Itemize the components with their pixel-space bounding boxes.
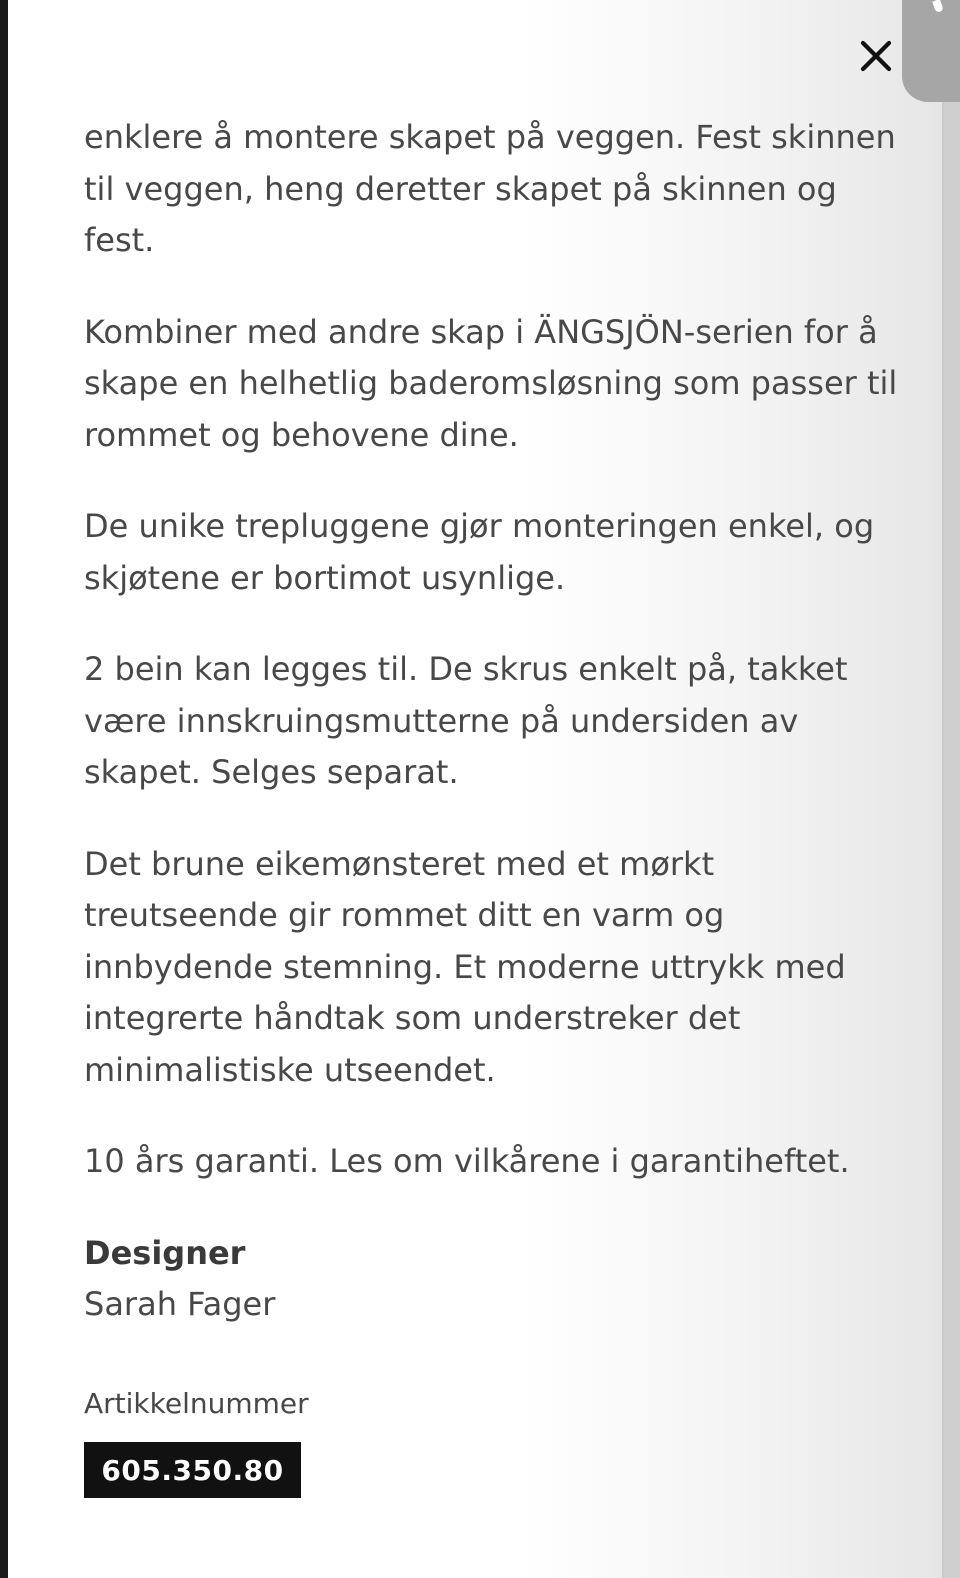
designer-heading: Designer: [84, 1233, 246, 1272]
screen-left-edge: [0, 0, 8, 1578]
description-paragraph: De unike trepluggene gjør monteringen enkel, og skjøtene er bortimot usynlige.: [84, 507, 875, 597]
product-description: [84, 112, 904, 1331]
description-paragraph: Kombiner med andre skap i ÄNGSJÖN-serien for å skape en helhetlig baderomsløsning som passer til rommet og behovene dine.: [84, 312, 898, 454]
designer-section: [84, 1228, 904, 1331]
product-details-sheet: [8, 0, 944, 1578]
description-paragraph: 10 års garanti. Les om vilkårene i garantiheftet.: [84, 1142, 850, 1180]
description-paragraph: 2 bein kan legges til. De skrus enkelt på, takket være innskruingsmutterne på undersiden av skapet. Selges separat.: [84, 650, 848, 791]
description-paragraph: enklere å montere skapet på veggen. Fest skinnen til veggen, heng deretter skapet på skinnen og fest.: [84, 118, 896, 259]
close-button[interactable]: [854, 34, 898, 78]
description-paragraph: Det brune eikemønsteret med et mørkt treutseende gir rommet ditt en varm og innbydende stemning. Et moderne uttrykk med integrerte håndtak som understreker det minimalistiske utseendet.: [84, 844, 846, 1089]
corner-tab-mark: [932, 0, 944, 13]
designer-name: Sarah Fager: [84, 1285, 276, 1323]
article-number-label: Artikkelnummer: [84, 1387, 309, 1420]
article-number-badge: 605.350.80: [84, 1442, 301, 1498]
close-icon: [859, 39, 893, 73]
corner-tab: [902, 0, 960, 102]
